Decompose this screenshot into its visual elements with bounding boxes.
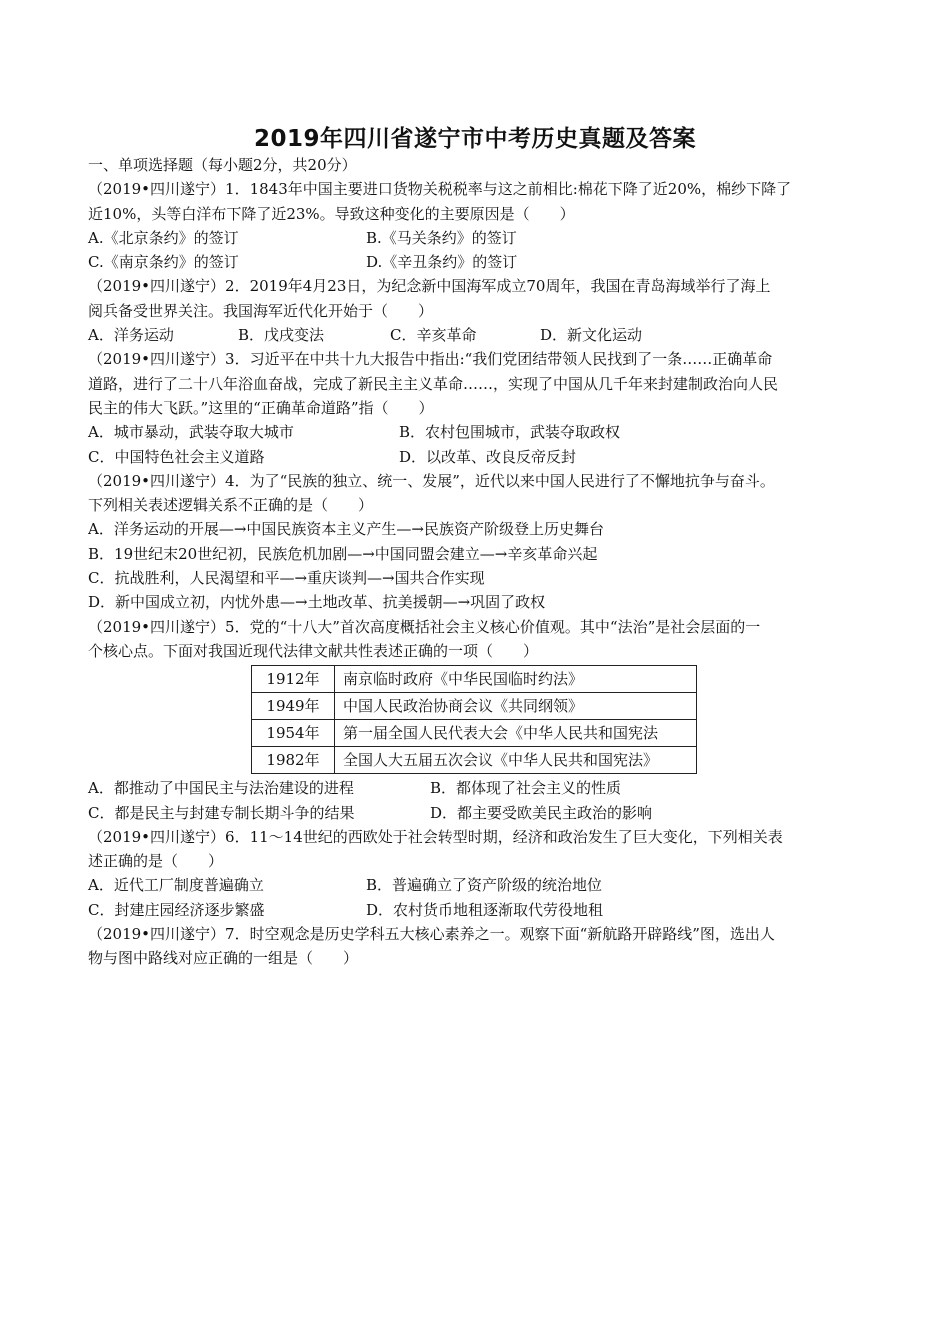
table-row: [252, 666, 697, 693]
option-c: C．封建庄园经济逐步繁盛: [88, 900, 265, 919]
question-stem-line: （2019•四川遂宁）6．11～14世纪的西欧处于社会转型时期，经济和政治发生了巨大变化，下列相关表: [88, 827, 783, 846]
question-stem-line: 民主的伟大飞跃。”这里的“正确革命道路”指（ ）: [88, 398, 434, 417]
table-row: [252, 720, 697, 747]
option-c: C.《南京条约》的签订: [88, 253, 239, 272]
question-stem-line: 下列相关表述逻辑关系不正确的是（ ）: [88, 496, 374, 515]
option-c: C．辛亥革命: [390, 326, 477, 345]
option-d: D．新文化运动: [540, 326, 643, 345]
question-stem-line: 物与图中路线对应正确的一组是（ ）: [88, 949, 359, 968]
option-a: A．近代工厂制度普遍确立: [88, 876, 264, 895]
options-row: [88, 250, 864, 274]
question-stem-line: 阅兵备受世界关注。我国海军近代化开始于（ ）: [88, 301, 434, 320]
question-stem-line: （2019•四川遂宁）1．1843年中国主要进口货物关税税率与这之前相比:棉花下降了近20%，棉纱下降了: [88, 180, 792, 199]
question-stem-line: （2019•四川遂宁）5．党的“十八大”首次高度概括社会主义核心价值观。其中“法治”是社会层面的一: [88, 617, 761, 636]
option-c: C．中国特色社会主义道路: [88, 447, 265, 466]
question-5: [88, 615, 864, 825]
question-stem-line: （2019•四川遂宁）2．2019年4月23日，为纪念新中国海军成立70周年，我国在青岛海域举行了海上: [88, 277, 771, 296]
table-cell-year: 1949年: [252, 693, 335, 720]
option-b: B．戊戌变法: [238, 326, 325, 345]
options-row: [88, 898, 864, 922]
option-c: C．抗战胜利，人民渴望和平—→重庆谈判—→国共合作实现: [88, 569, 485, 588]
page-title: 2019年四川省遂宁市中考历史真题及答案: [253, 126, 696, 152]
option-b: B.《马关条约》的签订: [366, 228, 517, 247]
option-d: D．以改革、改良反帝反封: [399, 447, 577, 466]
options-row: [88, 323, 864, 347]
option-b: B．19世纪末20世纪初，民族危机加剧—→中国同盟会建立—→辛亥革命兴起: [88, 544, 598, 563]
question-stem-line: 道路，进行了二十八年浴血奋战，完成了新民主主义革命……，实现了中国从几千年来封建制政治向人民: [88, 374, 779, 393]
section-heading: 一、单项选择题（每小题2分，共20分）: [88, 156, 357, 174]
table-cell-document: 全国人大五届五次会议《中华人民共和国宪法》: [335, 747, 697, 774]
options-row: [88, 801, 864, 825]
question-stem-line: （2019•四川遂宁）4．为了“民族的独立、统一、发展”，近代以来中国人民进行了不懈地抗争与奋斗。: [88, 471, 775, 490]
option-c: C．都是民主与封建专制长期斗争的结果: [88, 803, 355, 822]
question-stem-line: 述正确的是（ ）: [88, 852, 224, 871]
option-b: B．农村包围城市，武装夺取政权: [399, 423, 621, 442]
question-4: [88, 469, 864, 615]
table-cell-year: 1912年: [252, 666, 335, 693]
table-cell-document: 南京临时政府《中华民国临时约法》: [335, 666, 697, 693]
question-7: [88, 922, 864, 971]
question-3: [88, 347, 864, 468]
options-row: [88, 873, 864, 897]
question-stem-line: （2019•四川遂宁）7．时空观念是历史学科五大核心素养之一。观察下面“新航路开辟路线”图，选出人: [88, 925, 775, 944]
option-d: D．都主要受欧美民主政治的影响: [430, 803, 653, 822]
options-row: [88, 445, 864, 469]
exam-content: [88, 153, 864, 971]
option-a: A．洋务运动的开展—→中国民族资本主义产生—→民族资产阶级登上历史舞台: [88, 520, 604, 539]
option-a: A．城市暴动，武装夺取大城市: [88, 423, 294, 442]
option-a: A．都推动了中国民主与法治建设的进程: [88, 779, 354, 798]
table-cell-document: 中国人民政治协商会议《共同纲领》: [335, 693, 697, 720]
question-6: [88, 825, 864, 922]
question-stem-line: （2019•四川遂宁）3．习近平在中共十九大报告中指出:“我们党团结带领人民找到了一条……正确革命: [88, 350, 773, 369]
option-d: D．农村货币地租逐渐取代劳役地租: [366, 900, 604, 919]
table-cell-year: 1954年: [252, 720, 335, 747]
option-a: A.《北京条约》的签订: [88, 228, 239, 247]
table-cell-document: 第一届全国人民代表大会《中华人民共和国宪法: [335, 720, 697, 747]
table-cell-year: 1982年: [252, 747, 335, 774]
question-stem-line: 近10%，头等白洋布下降了近23%。导致这种变化的主要原因是（ ）: [88, 204, 575, 223]
options-row: [88, 226, 864, 250]
table-row: [252, 747, 697, 774]
law-documents-table: [251, 665, 697, 774]
table-row: [252, 693, 697, 720]
question-stem-line: 个核心点。下面对我国近现代法律文献共性表述正确的一项（ ）: [88, 641, 539, 660]
question-1: [88, 177, 864, 274]
option-d: D.《辛丑条约》的签订: [366, 253, 518, 272]
options-row: [88, 776, 864, 800]
question-2: [88, 274, 864, 347]
option-a: A．洋务运动: [88, 326, 174, 345]
option-b: B．普遍确立了资产阶级的统治地位: [366, 876, 603, 895]
option-b: B．都体现了社会主义的性质: [430, 779, 622, 798]
options-row: [88, 420, 864, 444]
option-d: D．新中国成立初，内忧外患—→土地改革、抗美援朝—→巩固了政权: [88, 593, 546, 612]
